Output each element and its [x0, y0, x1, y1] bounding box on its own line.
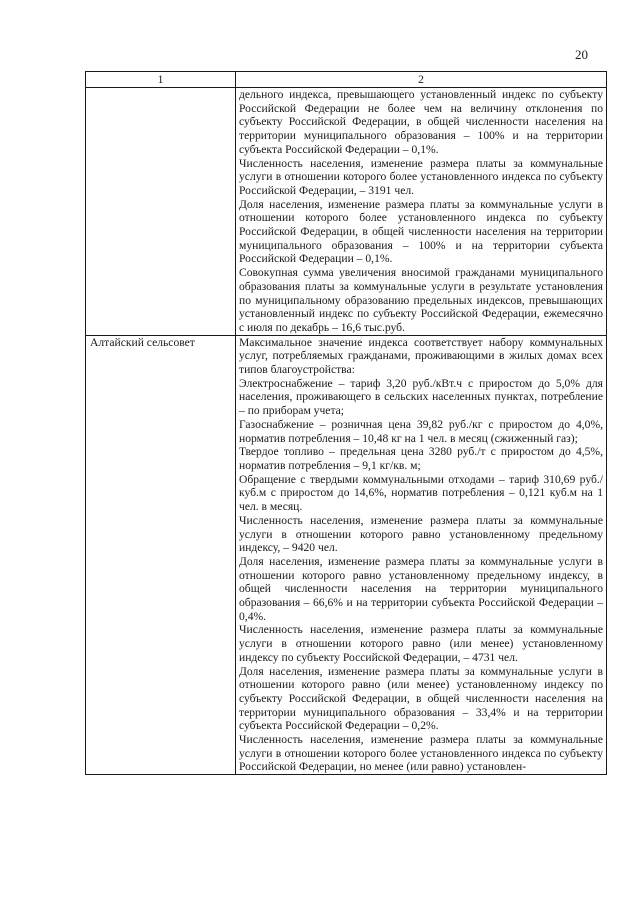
- description-cell: [236, 335, 607, 775]
- column-header-1: 1: [86, 72, 236, 88]
- column-header-2: 2: [236, 72, 607, 88]
- region-cell: [86, 88, 236, 336]
- paragraph: Численность населения, изменение размера платы за коммунальные услуги в отношении которого более установленного индекса по субъекту Российской Федерации, – 3191 чел.: [239, 156, 603, 197]
- paragraph: Численность населения, изменение размера платы за коммунальные услуги в отношении которого равно (или менее) установленному индексу по субъекту Российской Федерации, – 4731 чел.: [239, 623, 603, 664]
- table-row: [86, 88, 607, 336]
- table-row: [86, 335, 607, 775]
- paragraph: Доля населения, изменение размера платы за коммунальные услуги в отношении которого равно установленному предельному индексу, в общей численности населения на территории муниципального образования – 66,6% и на территории субъекта Российской Федерации – 0,4%.: [239, 554, 603, 623]
- paragraph: Доля населения, изменение размера платы за коммунальные услуги в отношении которого равно (или менее) установленному индексу по субъекту Российской Федерации, в общей численности населения на территории муниципального образования – 33,4% и на территории субъекта Российской Федерации – 0,2%.: [239, 664, 603, 733]
- paragraph: Обращение с твердыми коммунальными отходами – тариф 310,69 руб./куб.м с приростом до 14,6%, норматив потребления – 0,121 куб.м на 1 чел. в месяц.: [239, 472, 603, 514]
- page-number: 20: [575, 47, 588, 62]
- paragraph: Доля населения, изменение размера платы за коммунальные услуги в отношении которого более установленного индекса по субъекту Российской Федерации, в общей численности населения на территории муниципального образования – 100% и на территории субъекта Российской Федерации – 0,1%.: [239, 197, 603, 266]
- paragraph: Электроснабжение – тариф 3,20 руб./кВт.ч с приростом до 5,0% для населения, проживающего в сельских населенных пунктах, потребление – по приборам учета;: [239, 376, 603, 418]
- paragraph: Численность населения, изменение размера платы за коммунальные услуги в отношении которого более установленного индекса по субъекту Российской Федерации, но менее (или равно) установлен-: [239, 733, 603, 774]
- region-cell: Алтайский сельсовет: [86, 335, 236, 775]
- paragraph: Газоснабжение – розничная цена 39,82 руб./кг с приростом до 4,0%, норматив потребления – 10,48 кг на 1 чел. в месяц (сжиженный газ);: [239, 417, 603, 445]
- paragraph: Численность населения, изменение размера платы за коммунальные услуги в отношении которого равно установленному предельному индексу, – 9420 чел.: [239, 513, 603, 555]
- paragraph: Твердое топливо – предельная цена 3280 руб./т с приростом до 4,5%, норматив потребления – 9,1 кг/кв. м;: [239, 445, 603, 472]
- table-header-row: [86, 72, 607, 88]
- paragraph: Совокупная сумма увеличения вносимой гражданами муниципального образования платы за коммунальные услуги в результате установления по муниципальному образованию предельных индексов, превышающих установленный индекс по субъекту Российской Федерации, ежемесячно с июля по декабрь – 16,6 тыс.руб.: [239, 266, 603, 334]
- paragraph: Максимальное значение индекса соответствует набору коммунальных услуг, потребляемых гражданами, проживающими в жилых домах всех типов благоустройства:: [239, 335, 603, 377]
- paragraph: дельного индекса, превышающего установленный индекс по субъекту Российской Федерации не более чем на величину отклонения по субъекту Российской Федерации, в общей численности населения на территории муниципального образования – 100% и на территории субъекта Российской Федерации – 0,1%.: [239, 88, 603, 156]
- description-cell: [236, 88, 607, 336]
- tariff-table: [85, 71, 607, 775]
